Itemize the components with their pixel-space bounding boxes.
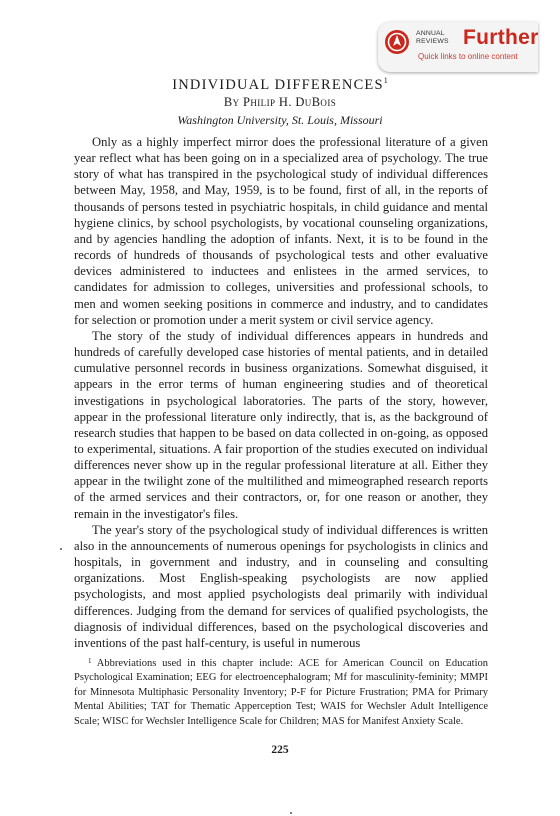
body-paragraph-1: Only as a highly imperfect mirror does the professional literature of a given year reflect what has been going on in a specialized area of psychology. The true story of what has transpired in the psychological study of individual differences between May, 1958, and May, 1959, is to be found, first of all, in the reports of thousands of persons tested in psychiatric hospitals, in child guidance and mental hygiene clinics, by school psychologists, by vocational counseling organizations, and by agencies handling the adoption of infants. Next, it is to be found in the records of hundreds of thousands of psychological tests and other evaluative devices administered to inductees and enlistees in the armed services, to candidates for admission to colleges, universities and professional schools, to men and women seeking positions in commerce and industry, and to candidates for selection or promotion under a merit system or civil service agency.	[74, 135, 488, 327]
article-title-text: INDIVIDUAL DIFFERENCES	[172, 77, 384, 93]
page-number: 225	[271, 744, 289, 756]
title-footnote-mark[interactable]: 1	[383, 76, 388, 85]
further-links-badge[interactable]	[378, 22, 538, 72]
body-paragraph-2: The story of the study of individual differences appears in hundreds and hundreds of carefully developed case histories of mental patients, and in detailed cumulative personnel records in business organizations. Somewhat disguised, it appears in the error terms of human engineering studies and of theoretical investigations in psychological laboratories. The parts of the story, however, appear in the professional literature only indirectly, that is, as the background of research studies that happen to be based on data collected in on-going, as opposed to experimental, situations. A fair proportion of the studies executed on individual differences never show up in the regular professional literature at all. Either they appear in the twilight zone of the multilithed and mimeographed research reports of the armed services and their contractors, or, for one reason or another, they remain in the investigator's files.	[74, 328, 488, 521]
article-body	[74, 134, 488, 651]
badge-further-label: Further	[463, 26, 539, 49]
body-paragraph-3: The year's story of the psychological study of individual differences is written also in the announcements of numerous openings for psychologists in clinics and hospitals, in government and industry, and in counseling and consulting organizations. Most English-speaking psychologists are now applied psychologists, and most applied psychologists deal primarily with individual differences. Judging from the demand for services of qualified psychologists, the diagnosis of individual differences, based on the psychological discoveries and inventions of the past half-century, is useful in numerous	[74, 522, 488, 650]
footnote-mark: 1	[88, 657, 92, 665]
footnote-text: Abbreviations used in this chapter include: ACE for American Council on Education Psychological Examination; EEG for electroencephalogram; Mf for masculinity-feminity; MMPI for Minnesota Multiphasic Personality Inventory; P-F for Picture Frustration; PMA for Primary Mental Abilities; TAT for Thematic Apperception Test; WAIS for Wechsler Adult Intelligence Scale; WISC for Wechsler Intelligence Scale for Children; MAS for Manifest Anxiety Scale.	[74, 658, 488, 727]
scan-speck	[290, 812, 292, 814]
badge-subtitle: Quick links to online content	[418, 52, 518, 61]
author-affiliation: Washington University, St. Louis, Missouri	[177, 113, 383, 127]
scan-speck	[60, 548, 62, 550]
article-author: By Philip H. DuBois	[223, 95, 337, 109]
annual-reviews-logo-icon	[384, 29, 410, 55]
footnote	[74, 654, 488, 729]
badge-publisher-label: ANNUAL REVIEWS	[416, 30, 449, 45]
footnote-paragraph	[74, 654, 488, 729]
article-title	[120, 72, 440, 94]
